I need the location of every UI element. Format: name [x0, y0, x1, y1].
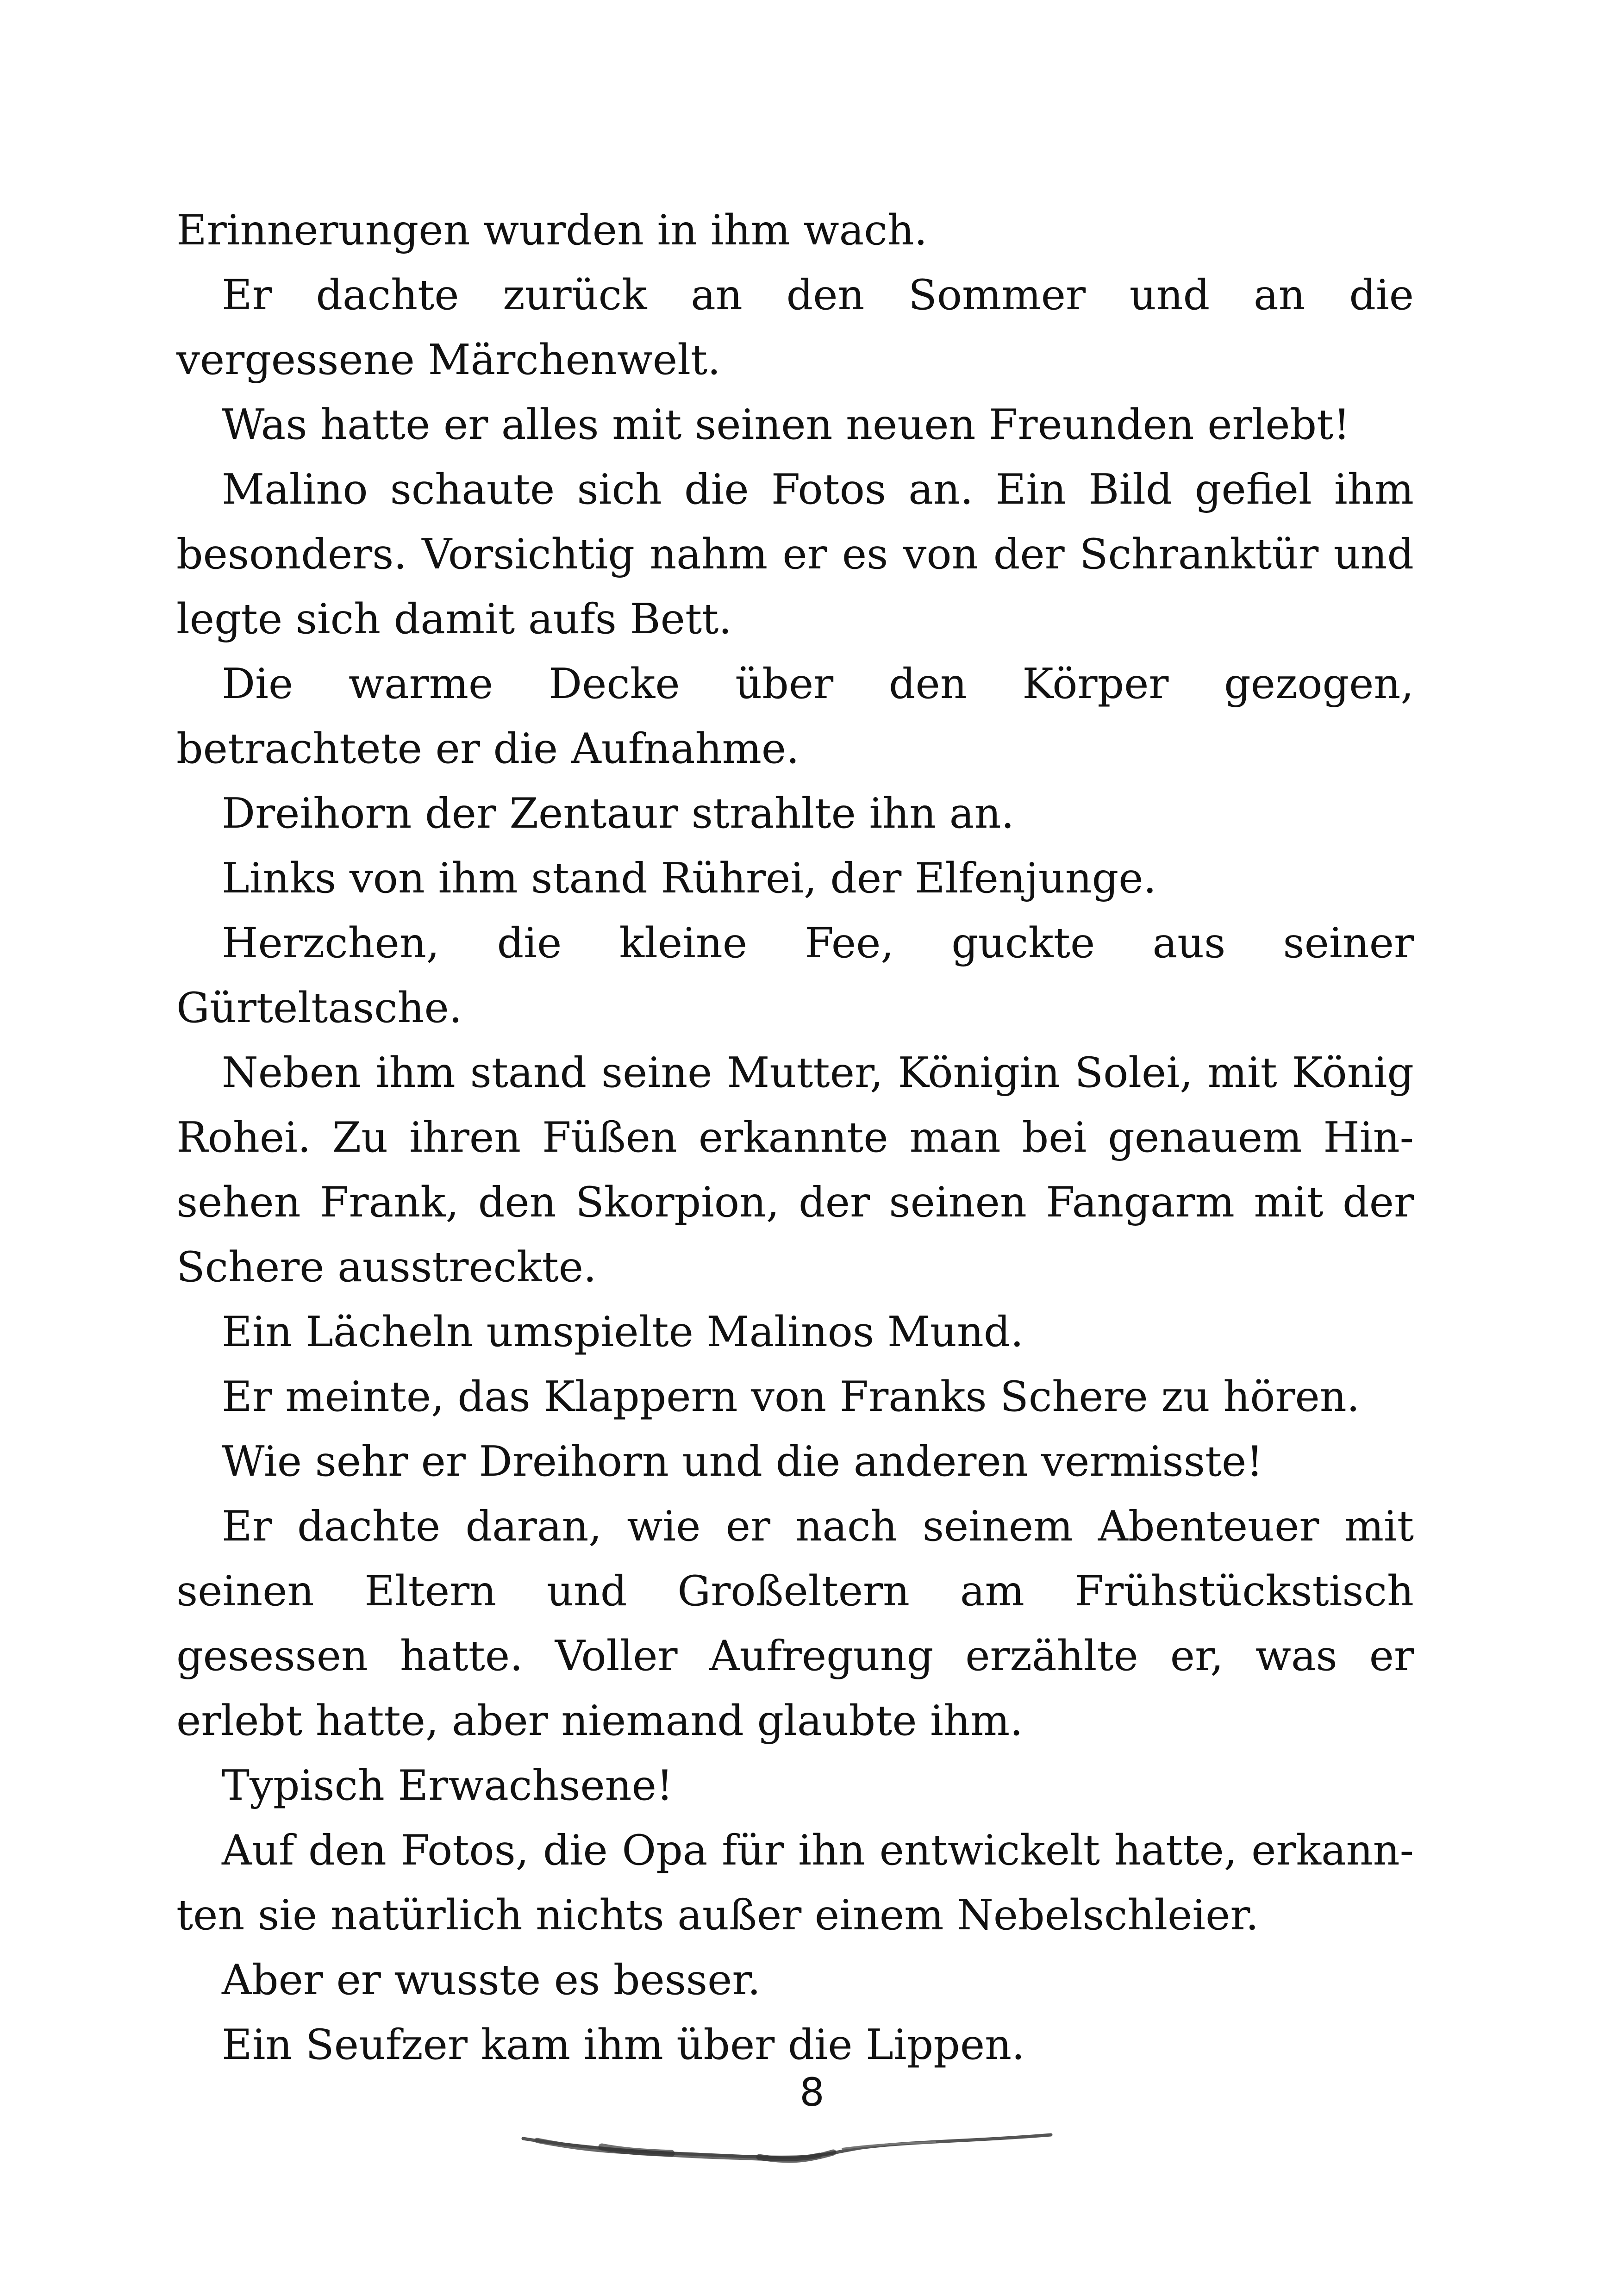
paragraph: Wie sehr er Dreihorn und die anderen vermisste! [222, 1437, 1263, 1486]
paragraph: Dreihorn der Zentaur strahlte ihn an. [222, 789, 1015, 838]
body-text [176, 198, 1414, 2077]
paragraph: Typisch Erwachsene! [222, 1761, 674, 1810]
paragraph: Herzchen, die kleine Fee, guckte aus seiner Gürteltasche. [176, 919, 1414, 1032]
paragraph: Er meinte, das Klappern von Franks Schere zu hören. [222, 1372, 1360, 1421]
paragraph: Er dachte daran, wie er nach seinem Abenteuer mit seinen Eltern und Großeltern am Frühstückstisch gesessen hatte. Voller Aufregung erzählte er, was er erlebt hatte, aber niemand glaubte ihm. [176, 1502, 1414, 1745]
paragraph: Auf den Fotos, die Opa für ihn entwickelt hatte, erkannten sie natürlich nichts außer einem Nebelschleier. [176, 1826, 1414, 1940]
paragraph: Ein Lächeln umspielte Malinos Mund. [222, 1308, 1024, 1356]
ink-brush-stroke-ornament-icon [518, 2125, 1056, 2171]
paragraph: Er dachte zurück an den Sommer und an die vergessene Märchenwelt. [176, 271, 1414, 384]
paragraph: Was hatte er alles mit seinen neuen Freunden erlebt! [222, 400, 1350, 449]
page-number: 8 [800, 2070, 824, 2115]
paragraph: Neben ihm stand seine Mutter, Königin Solei, mit König Rohei. Zu ihren Füßen erkannte man bei genauem Hinsehen Frank, den Skorpion, der seinen Fangarm mit der Schere ausstreckte. [176, 1048, 1414, 1291]
paragraph: Aber er wusste es besser. [222, 1956, 761, 2004]
paragraph: Ein Seufzer kam ihm über die Lippen. [222, 2021, 1025, 2069]
paragraph: Links von ihm stand Rührei, der Elfenjunge. [222, 854, 1157, 903]
paragraph: Die warme Decke über den Körper gezogen, betrachtete er die Aufnahme. [176, 660, 1414, 773]
paragraph: Malino schaute sich die Fotos an. Ein Bild gefiel ihm besonders. Vorsichtig nahm er es von der Schranktür und legte sich damit aufs Bett. [176, 465, 1414, 643]
paragraph: Erinnerungen wurden in ihm wach. [176, 206, 928, 255]
